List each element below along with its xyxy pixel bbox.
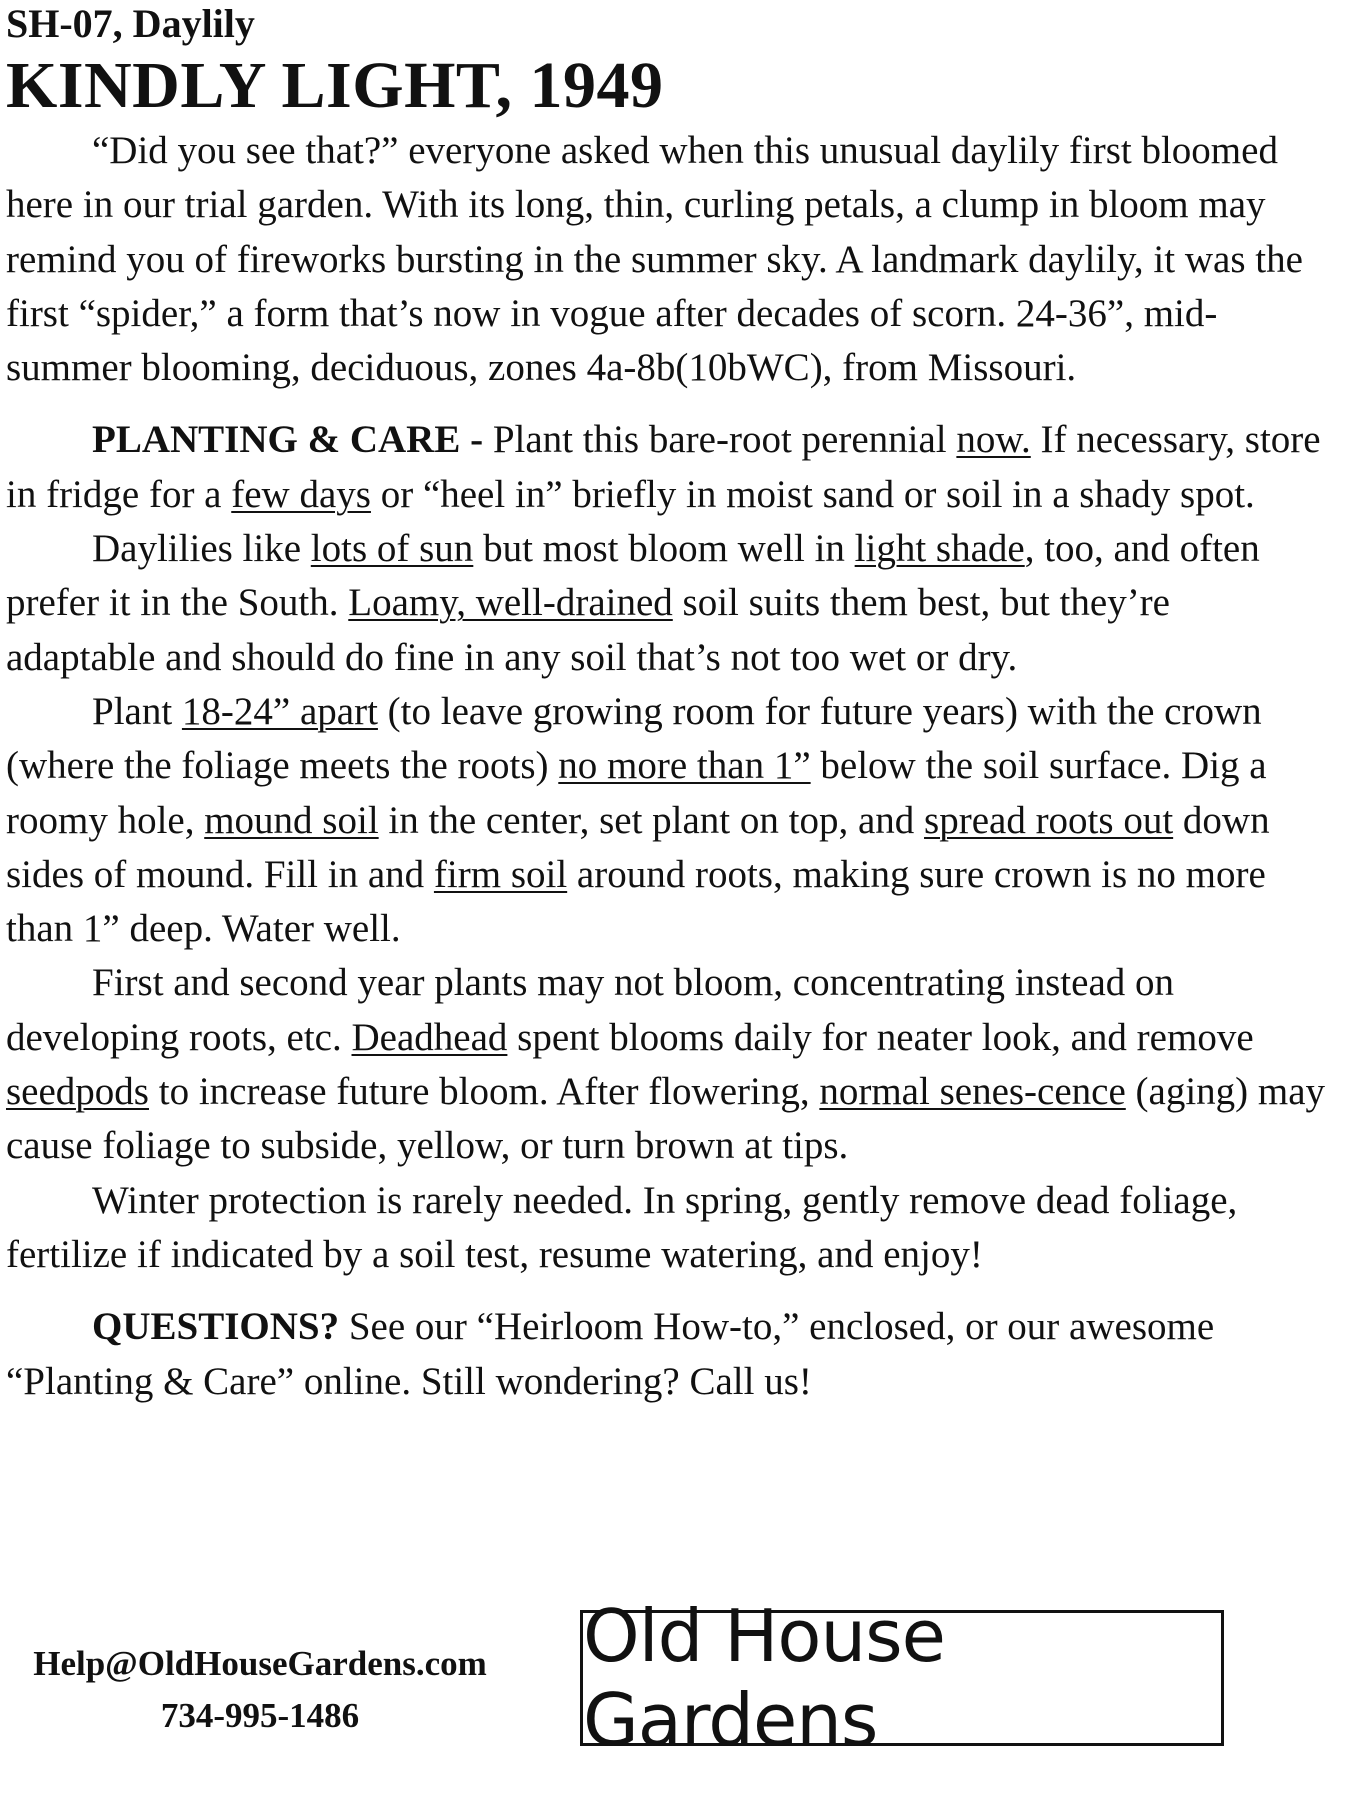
winter-paragraph: Winter protection is rarely needed. In spring, gently remove dead foliage, fertilize if indicated by a soil test, resume watering, and enjoy! [6,1178,1238,1276]
emphasis-seedpods: seedpods [6,1070,149,1114]
contact-info [10,1638,510,1742]
sun-paragraph: Daylilies like lots of sun but most bloom well in light shade, too, and often prefer it in the South. Loamy, well-drained soil suits them best, but they’re adaptable and should do fine in any soil that’s not too wet or dry. [6,527,1260,679]
questions-paragraph: QUESTIONS? See our “Heirloom How-to,” enclosed, or our awesome “Planting & Care” online. Still wondering? Call us! [6,1305,1215,1403]
email-link[interactable]: Help@OldHouseGardens.com [33,1644,487,1683]
sheet-body [6,124,1326,1409]
sheet-code: SH-07, Daylily [6,1,255,46]
emphasis-firm: firm soil [433,852,568,896]
emphasis-mound: mound soil [204,798,379,842]
bloom-paragraph: First and second year plants may not bloom, concentrating instead on developing roots, etc. Deadhead spent blooms daily for neater look, and remove seedpods to increase future bloom. After flowering, normal senes-cence (aging) may cause foliage to subside, yellow, or turn brown at tips. [6,961,1326,1168]
questions-heading: QUESTIONS? [92,1305,340,1349]
emphasis-soil: Loamy, well-drained [348,581,673,625]
emphasis-now: now. [956,418,1031,462]
emphasis-roots: spread roots out [924,798,1174,842]
company-logo [580,1594,1224,1762]
emphasis-senescence: normal senes-cence [819,1070,1126,1114]
emphasis-shade: light shade [854,527,1025,571]
planting-paragraph: PLANTING & CARE - Plant this bare-root perennial now. If necessary, store in fridge for a few days or “heel in” briefly in moist sand or soil in a shady spot. [6,418,1321,516]
emphasis-spacing: 18-24” apart [181,689,378,733]
phone-number: 734-995-1486 [160,1696,360,1735]
emphasis-deadhead: Deadhead [351,1015,508,1059]
emphasis-few-days: few days [231,472,371,516]
planting-heading: PLANTING & CARE - [92,418,484,462]
plant-title: KINDLY LIGHT, 1949 [6,49,664,122]
logo-text: Old House Gardens [583,1594,945,1762]
description-paragraph: “Did you see that?” everyone asked when this unusual daylily first bloomed here in our trial garden. With its long, thin, curling petals, a clump in bloom may remind you of fireworks bursting in the summer sky. A landmark daylily, it was the first “spider,” a form that’s now in vogue after decades of scorn. 24-36”, mid-summer blooming, deciduous, zones 4a-8b(10bWC), from Missouri. [6,129,1303,390]
footer [0,1594,1350,1762]
emphasis-depth: no more than 1” [558,744,811,788]
emphasis-sun: lots of sun [310,527,474,571]
plant-paragraph: Plant 18-24” apart (to leave growing room for future years) with the crown (where the foliage meets the roots) no more than 1” below the soil surface. Dig a roomy hole, mound soil in the center, set plant on top, and spread roots out down sides of mound. Fill in and firm soil around roots, making sure crown is no more than 1” deep. Water well. [6,689,1270,951]
